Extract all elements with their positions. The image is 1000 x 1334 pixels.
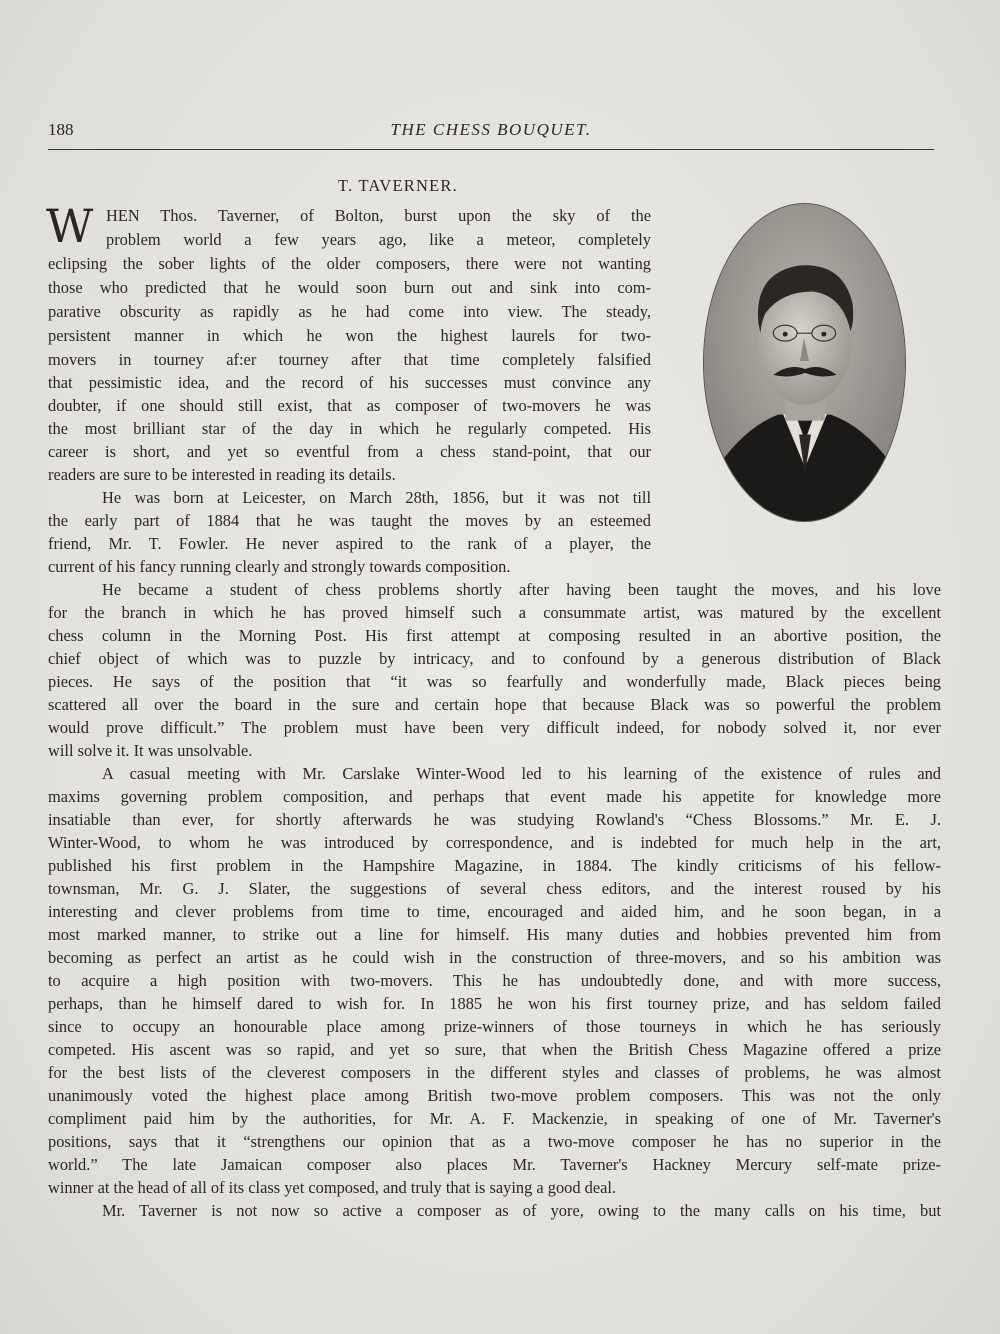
portrait-image	[703, 203, 906, 522]
drop-cap: W	[46, 199, 94, 253]
text-line: problem world a few years ago, like a meteor, completely	[106, 230, 651, 249]
article-title: T. TAVERNER.	[338, 176, 458, 195]
text-line: doubter, if one should still exist, that as composer of two-movers he was	[48, 396, 651, 415]
text-line: most marked manner, to strike out a line for himself. His many duties and hobbies prevented him from	[48, 925, 941, 944]
text-line: He became a student of chess problems shortly after having been taught the moves, and his love	[102, 580, 941, 599]
text-line: for the branch in which he has proved himself such a consummate artist, was matured by the excellent	[48, 603, 941, 622]
text-line: perhaps, than he himself dared to wish for. In 1885 he won his first tourney prize, and has seldom failed	[48, 994, 941, 1013]
text-line: would prove difficult.” The problem must have been very difficult indeed, for nobody solved it, nor ever	[48, 718, 941, 737]
text-line: the early part of 1884 that he was taught the moves by an esteemed	[48, 511, 651, 530]
text-line: the most brilliant star of the day in which he regularly competed. His	[48, 419, 651, 438]
text-line: positions, says that it “strengthens our opinion that as a two-move composer he has no superior in the	[48, 1132, 941, 1151]
text-line: will solve it. It was unsolvable.	[48, 741, 253, 760]
text-line: unanimously voted the highest place among British two-move problem composers. This was not the only	[48, 1086, 941, 1105]
text-line: A casual meeting with Mr. Carslake Winter-Wood led to his learning of the existence of rules and	[102, 764, 941, 783]
running-head	[48, 120, 934, 146]
text-line: becoming as perfect an artist as he could wish in the construction of three-movers, and so his ambition was	[48, 948, 941, 967]
text-line: chief object of which was to puzzle by intricacy, and to confound by a generous distribution of Black	[48, 649, 941, 668]
text-line: chess column in the Morning Post. His first attempt at composing resulted in an abortive position, the	[48, 626, 941, 645]
text-line: HEN Thos. Taverner, of Bolton, burst upon the sky of the	[106, 206, 651, 225]
text-line: movers in tourney af:er tourney after that time completely falsified	[48, 350, 651, 369]
text-line: persistent manner in which he won the highest laurels for two-	[48, 326, 651, 345]
text-line: friend, Mr. T. Fowler. He never aspired to the rank of a player, the	[48, 534, 651, 553]
text-line: interesting and clever problems from time to time, encouraged and aided him, and he soon began, in a	[48, 902, 941, 921]
text-line: winner at the head of all of its class yet composed, and truly that is saying a good deal.	[48, 1178, 617, 1197]
text-line: parative obscurity as rapidly as he had come into view. The steady,	[48, 302, 651, 321]
text-line: readers are sure to be interested in reading its details.	[48, 465, 396, 484]
text-line: those who predicted that he would soon burn out and sink into com-	[48, 278, 651, 297]
text-line: scattered all over the board in the sure and certain hope that because Black was so powerful the problem	[48, 695, 941, 714]
text-line: career is short, and yet so eventful from a chess stand-point, that our	[48, 442, 651, 461]
text-line: insatiable than ever, for shortly afterwards he was studying Rowland's “Chess Blossoms.” Mr. E. J.	[48, 810, 941, 829]
text-line: to acquire a high position with two-movers. This he has undoubtedly done, and with more success,	[48, 971, 941, 990]
portrait-illustration	[704, 204, 905, 521]
header-rule	[48, 149, 934, 150]
text-line: pieces. He says of the position that “it was so fearfully and wonderfully made, Black pieces being	[48, 672, 941, 691]
text-line: since to occupy an honourable place among prize-winners of those tourneys in which he has seriously	[48, 1017, 941, 1036]
text-line: competed. His ascent was so rapid, and yet so sure, that when the British Chess Magazine offered a prize	[48, 1040, 941, 1059]
text-line: He was born at Leicester, on March 28th, 1856, but it was not till	[102, 488, 651, 507]
text-line: Mr. Taverner is not now so active a composer as of yore, owing to the many calls on his time, but	[102, 1201, 941, 1220]
text-line: Winter-Wood, to whom he was introduced by correspondence, and is indebted for much help in the art,	[48, 833, 941, 852]
text-line: for the best lists of the cleverest composers in the different styles and classes of problems, he was almost	[48, 1063, 941, 1082]
text-line: eclipsing the sober lights of the older composers, there were not wanting	[48, 254, 651, 273]
page-number: 188	[48, 120, 74, 139]
text-line: that pessimistic idea, and the record of his successes must convince any	[48, 373, 651, 392]
text-line: published his first problem in the Hampshire Magazine, in 1884. The kindly criticisms of his fellow-	[48, 856, 941, 875]
text-line: compliment paid him by the authorities, for Mr. A. F. Mackenzie, in speaking of one of Mr. Taverner's	[48, 1109, 941, 1128]
text-line: world.” The late Jamaican composer also places Mr. Taverner's Hackney Mercury self-mate prize-	[48, 1155, 941, 1174]
text-line: current of his fancy running clearly and strongly towards composition.	[48, 557, 511, 576]
running-title: THE CHESS BOUQUET.	[390, 120, 592, 139]
text-line: townsman, Mr. G. J. Slater, the suggestions of several chess editors, and the interest roused by his	[48, 879, 941, 898]
text-line: maxims governing problem composition, and perhaps that event made his appetite for knowledge more	[48, 787, 941, 806]
